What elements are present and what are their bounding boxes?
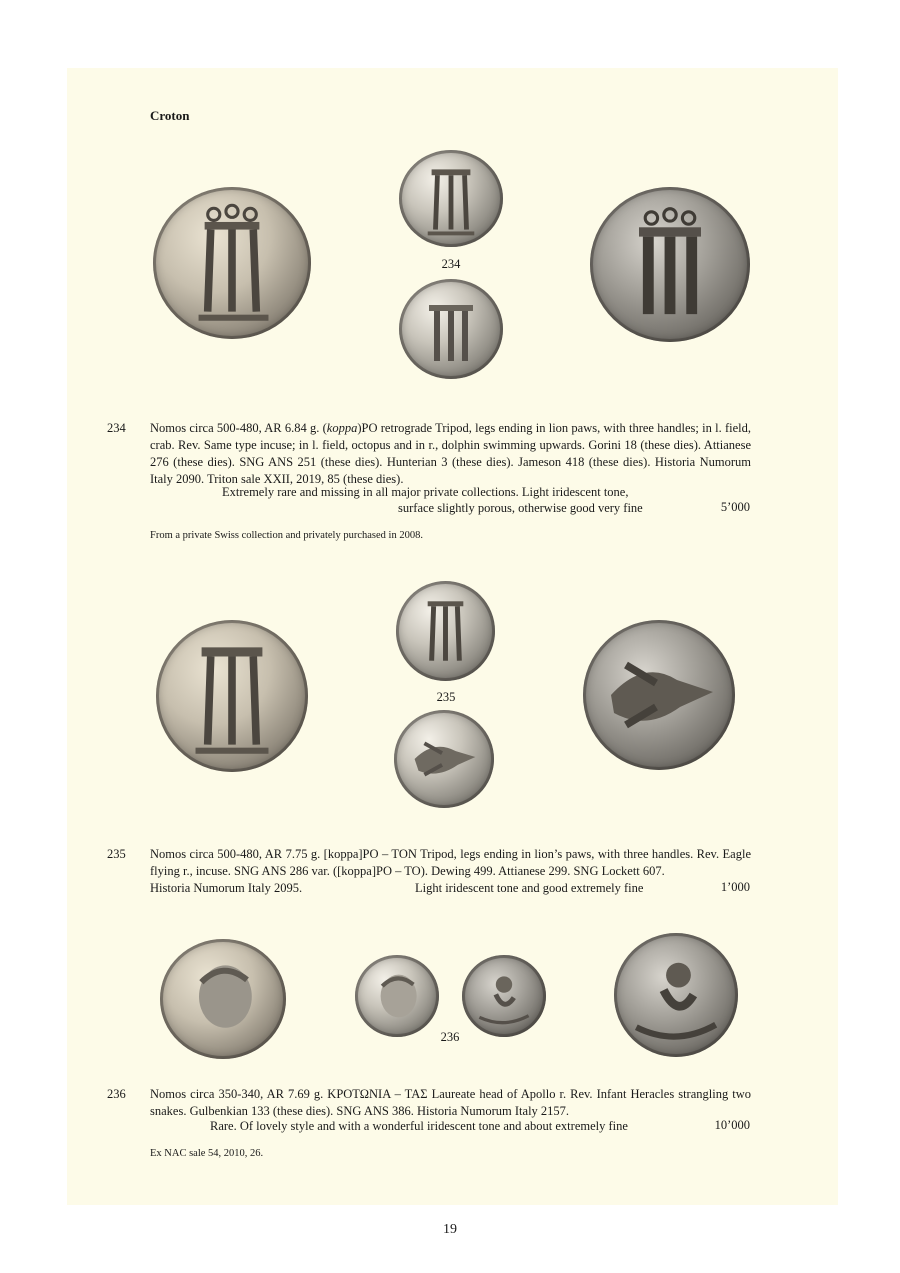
price-234: 5’000: [720, 500, 750, 514]
coin-235-obverse-small: [396, 581, 495, 681]
lot-label-236: 236: [440, 1030, 460, 1044]
section-title: Croton: [150, 108, 190, 123]
apollo-head-icon: [160, 939, 286, 1059]
eagle-icon: [583, 620, 735, 770]
provenance-236: Ex NAC sale 54, 2010, 26.: [150, 1148, 264, 1159]
heracles-icon: [462, 955, 546, 1037]
coin-236-reverse-large: [614, 933, 738, 1057]
lot-description-236: Nomos circa 350-340, AR 7.69 g. ΚΡΟΤΩΝΙΑ – ΤΑΣ Laureate head of Apollo r. Rev. Infant Heracles strangling two snakes. Gulbenkian 133 (these dies). SNG ANS 386. Historia Numorum Italy 2157.: [150, 1087, 751, 1118]
incuse-tripod-icon: [399, 279, 503, 379]
lot-label-235: 235: [436, 690, 456, 704]
condition-236: Rare. Of lovely style and with a wonderful iridescent tone and about extremely fine: [210, 1119, 628, 1133]
lot-number-234: 234: [107, 421, 126, 435]
tripod-icon: [396, 581, 495, 681]
lot-label-234: 234: [441, 257, 461, 271]
description-part: )PO retrograde Tripod, legs ending in lion paws, with three handles; in l. field, crab. Rev. Same type incuse; in l. field, octopus and in r., dolphin swimming upwards. Gorini 18 (these dies). Attianese 276 (these dies). SNG ANS 251 (these dies). Hunterian 3 (these dies). Jameson 418 (these dies). Historia Numorum Italy 2090. Triton sale XXII, 2019, 85 (these dies).: [150, 421, 751, 486]
page-number: 19: [443, 1222, 457, 1237]
price-235: 1’000: [720, 880, 750, 894]
lot-description-235-last: Historia Numorum Italy 2095.: [150, 881, 303, 895]
coin-236-obverse-large: [160, 939, 286, 1059]
tripod-icon: [156, 620, 308, 772]
coin-234-reverse-large: [590, 187, 750, 342]
coin-236-obverse-small: [355, 955, 439, 1037]
coin-234-obverse-large: [153, 187, 311, 339]
lot-description-235: Nomos circa 500-480, AR 7.75 g. [koppa]PO – TON Tripod, legs ending in lion’s paws, with three handles. Rev. Eagle flying r., incuse. SNG ANS 286 var. ([koppa]PO – TO). Dewing 499. Attianese 299. SNG Lockett 607.: [150, 847, 751, 878]
lot-number-235: 235: [107, 847, 126, 861]
coin-235-reverse-large: [583, 620, 735, 770]
coin-235-reverse-small: [394, 710, 494, 808]
coin-234-obverse-small: [399, 150, 503, 247]
price-236: 10’000: [714, 1118, 750, 1132]
koppa-italic: koppa: [326, 421, 358, 435]
eagle-icon: [394, 710, 494, 808]
heracles-icon: [614, 933, 738, 1057]
incuse-tripod-icon: [590, 187, 750, 342]
description-part: Nomos circa 500-480, AR 6.84 g. (: [150, 421, 327, 435]
coin-234-reverse-small: [399, 279, 503, 379]
condition-234-line1: Extremely rare and missing in all major private collections. Light iridescent tone,: [222, 485, 629, 499]
coin-236-reverse-small: [462, 955, 546, 1037]
lot-description-234: [150, 420, 751, 488]
tripod-icon: [399, 150, 503, 247]
lot-number-236: 236: [107, 1087, 126, 1101]
condition-234-line2: surface slightly porous, otherwise good very fine: [398, 501, 643, 515]
coin-235-obverse-large: [156, 620, 308, 772]
apollo-head-icon: [355, 955, 439, 1037]
provenance-234: From a private Swiss collection and privately purchased in 2008.: [150, 530, 423, 541]
condition-235: Light iridescent tone and good extremely fine: [415, 881, 644, 895]
tripod-icon: [153, 187, 311, 339]
